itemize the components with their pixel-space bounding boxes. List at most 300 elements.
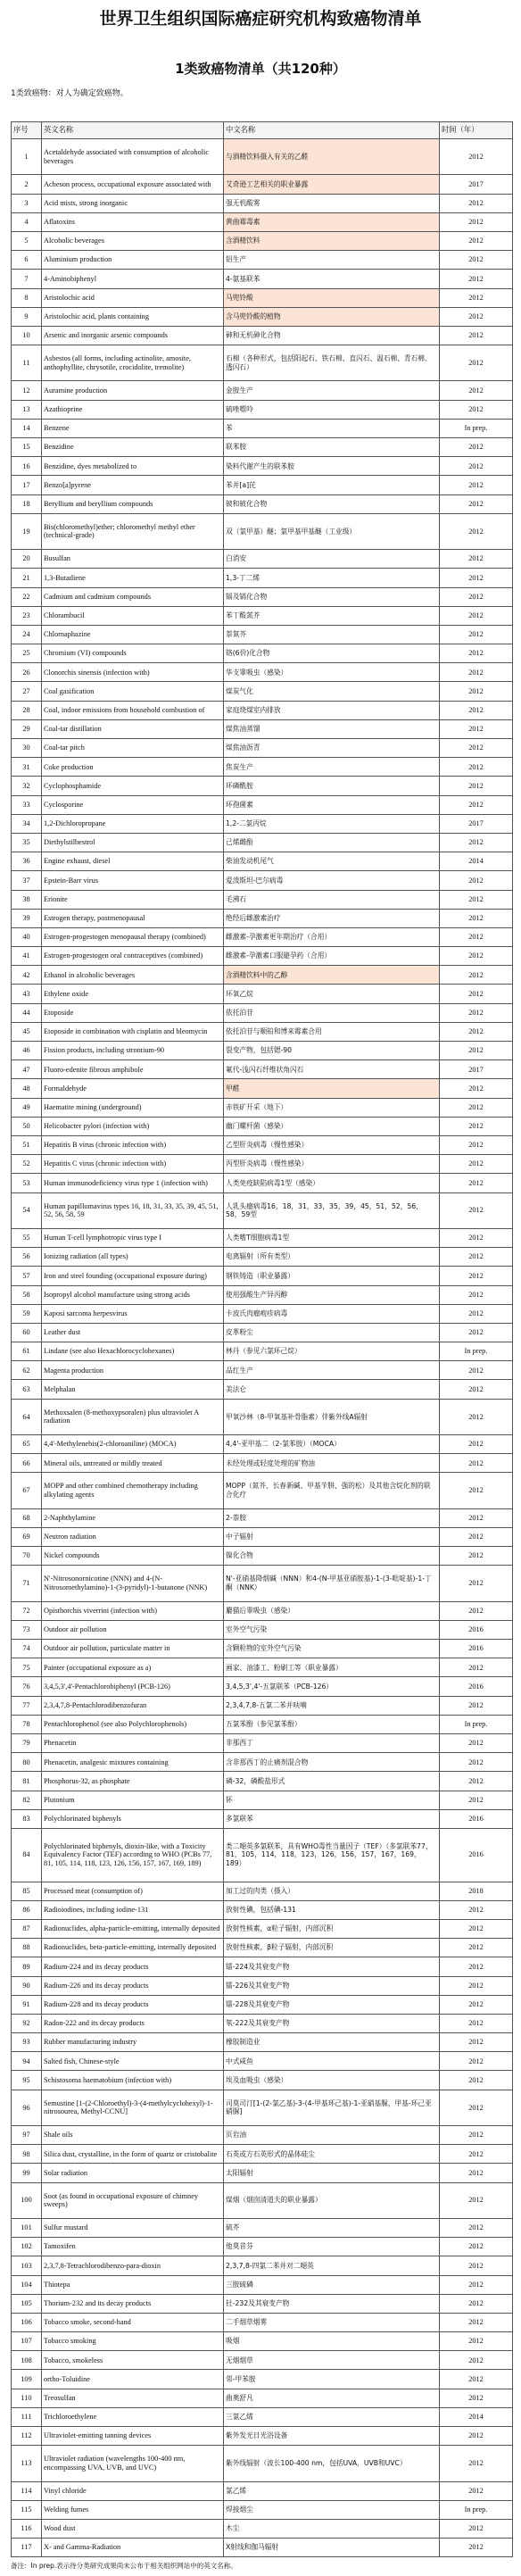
row-english-name: Diethylstilbestrol — [42, 833, 224, 852]
row-year: 2012 — [440, 2351, 513, 2370]
table-row — [12, 569, 513, 587]
row-english-name: Opisthorchis viverrini (infection with) — [42, 1601, 224, 1620]
row-year: In prep. — [440, 1342, 513, 1361]
row-year: 2012 — [440, 1566, 513, 1601]
row-english-name: Acheson process, occupational exposure associated with — [42, 175, 224, 194]
row-number: 9 — [12, 307, 42, 326]
row-number: 2 — [12, 175, 42, 194]
row-number: 23 — [12, 606, 42, 625]
row-english-name: Salted fish, Chinese-style — [42, 2052, 224, 2071]
row-english-name: Human immunodeficiency virus type 1 (infection with) — [42, 1174, 224, 1192]
row-year: 2012 — [440, 569, 513, 587]
row-english-name: Human T-cell lymphotropic virus type I — [42, 1228, 224, 1247]
row-english-name: Coal-tar pitch — [42, 739, 224, 758]
row-chinese-name: 4-氨基联苯 — [224, 270, 440, 288]
row-english-name: Semustine [1-(2-Chloroethyl)-3-(4-methylcyclohexyl)-1-nitrosourea, Methyl-CCNU] — [42, 2090, 224, 2125]
row-year: 2012 — [440, 194, 513, 212]
row-number: 42 — [12, 966, 42, 985]
table-row — [12, 814, 513, 833]
row-chinese-name: 绝经后雌激素治疗 — [224, 909, 440, 927]
row-english-name: Auramine production — [42, 381, 224, 400]
row-chinese-name: 多氯联苯 — [224, 1809, 440, 1828]
table-row — [12, 1267, 513, 1285]
row-english-name: Nickel compounds — [42, 1547, 224, 1566]
row-english-name: Tamoxifen — [42, 2238, 224, 2256]
row-chinese-name: 依托泊苷与顺铂和博来霉素合用 — [224, 1022, 440, 1041]
row-number: 16 — [12, 457, 42, 476]
row-number: 55 — [12, 1228, 42, 1247]
row-number: 28 — [12, 701, 42, 719]
row-chinese-name: 环氧乙烷 — [224, 985, 440, 1003]
row-number: 108 — [12, 2351, 42, 2370]
row-chinese-name: 乙型肝炎病毒（慢性感染） — [224, 1135, 440, 1154]
row-year: 2012 — [440, 438, 513, 457]
row-chinese-name: 1,2-二氯丙烷 — [224, 814, 440, 833]
row-year: 2012 — [440, 1304, 513, 1323]
row-chinese-name: MOPP（氮芥、长春新碱、甲基苄肼、强的松）及其他含烷化剂的联合化疗 — [224, 1473, 440, 1508]
row-number: 17 — [12, 476, 42, 494]
row-number: 87 — [12, 1919, 42, 1938]
row-chinese-name: 依托泊苷 — [224, 1003, 440, 1022]
row-chinese-name: 无烟烟草 — [224, 2351, 440, 2370]
table-row — [12, 2182, 513, 2218]
row-english-name: Thorium-232 and its decay products — [42, 2294, 224, 2313]
table-row — [12, 1135, 513, 1154]
row-number: 63 — [12, 1380, 42, 1399]
row-year: 2012 — [440, 1174, 513, 1192]
row-year: 2012 — [440, 270, 513, 288]
row-number: 117 — [12, 2539, 42, 2557]
row-english-name: 1,2-Dichloropropane — [42, 814, 224, 833]
row-english-name: Hepatitis B virus (chronic infection with) — [42, 1135, 224, 1154]
row-year: 2012 — [440, 1155, 513, 1174]
table-row — [12, 194, 513, 212]
row-number: 11 — [12, 345, 42, 381]
row-chinese-name: 苯并[a]芘 — [224, 476, 440, 494]
table-row — [12, 2090, 513, 2125]
row-english-name: Cyclosporine — [42, 795, 224, 814]
table-row — [12, 2126, 513, 2145]
table-row — [12, 1380, 513, 1399]
row-chinese-name: 司莫司汀[1-(2-氯乙基)-3-(4-甲基环己基)-1-亚硝基脲，甲基-环己亚硝脲] — [224, 2090, 440, 2125]
row-year: 2012 — [440, 927, 513, 946]
row-chinese-name: 钍-232及其衰变产物 — [224, 2294, 440, 2313]
table-row — [12, 1342, 513, 1361]
row-english-name: Erionite — [42, 890, 224, 909]
row-number: 68 — [12, 1508, 42, 1527]
row-english-name: Human papillomavirus types 16, 18, 31, 33, 35, 39, 45, 51, 52, 56, 58, 59 — [42, 1192, 224, 1228]
table-header-row — [12, 122, 513, 139]
row-english-name: Cadmium and cadmium compounds — [42, 587, 224, 606]
row-chinese-name: 雌激素-孕激素口服避孕药（合用） — [224, 947, 440, 966]
row-english-name: Ultraviolet radiation (wavelengths 100-400 nm, encompassing UVA, UVB, and UVC) — [42, 2446, 224, 2481]
table-row — [12, 326, 513, 345]
table-row — [12, 587, 513, 606]
row-year: 2012 — [440, 2256, 513, 2275]
row-english-name: Etoposide — [42, 1003, 224, 1022]
row-year: 2012 — [440, 212, 513, 231]
row-number: 96 — [12, 2090, 42, 2125]
row-year: 2012 — [440, 1753, 513, 1772]
table-row — [12, 890, 513, 909]
row-chinese-name: 邻-甲苯胺 — [224, 2370, 440, 2389]
row-english-name: Treosulfan — [42, 2389, 224, 2407]
row-year: 2012 — [440, 457, 513, 476]
row-number: 94 — [12, 2052, 42, 2071]
row-english-name: Tobacco, smokeless — [42, 2351, 224, 2370]
table-row — [12, 1079, 513, 1098]
row-year: 2012 — [440, 2218, 513, 2237]
row-chinese-name: 含酒精饮料 — [224, 231, 440, 250]
row-chinese-name: 1,3-丁二烯 — [224, 569, 440, 587]
row-year: 2012 — [440, 966, 513, 985]
row-english-name: Estrogen-progestogen oral contraceptives (combined) — [42, 947, 224, 966]
table-row — [12, 1900, 513, 1919]
table-row — [12, 2370, 513, 2389]
row-number: 12 — [12, 381, 42, 400]
row-number: 35 — [12, 833, 42, 852]
row-year: 2012 — [440, 2145, 513, 2164]
row-english-name: 4,4'-Methylenebis(2-chloroaniline) (MOCA) — [42, 1435, 224, 1454]
row-chinese-name: 含颗粒物的室外空气污染 — [224, 1640, 440, 1658]
row-number: 26 — [12, 663, 42, 682]
row-chinese-name: 铝生产 — [224, 251, 440, 270]
row-number: 59 — [12, 1304, 42, 1323]
table-row — [12, 550, 513, 569]
row-chinese-name: 页岩油 — [224, 2126, 440, 2145]
row-year: 2012 — [440, 2481, 513, 2500]
table-row — [12, 2164, 513, 2182]
row-english-name: Ultraviolet-emitting tanning devices — [42, 2427, 224, 2446]
row-number: 76 — [12, 1677, 42, 1696]
row-english-name: Rubber manufacturing industry — [42, 2033, 224, 2052]
row-year: 2012 — [440, 1658, 513, 1677]
row-number: 84 — [12, 1828, 42, 1882]
row-chinese-name: 美法仑 — [224, 1380, 440, 1399]
row-english-name: Benzidine — [42, 438, 224, 457]
row-chinese-name: 太阳辐射 — [224, 2164, 440, 2182]
table-row — [12, 2427, 513, 2446]
row-year: 2012 — [440, 1508, 513, 1527]
row-number: 36 — [12, 852, 42, 871]
row-number: 69 — [12, 1527, 42, 1546]
table-row — [12, 1882, 513, 1900]
row-english-name: Soot (as found in occupational exposure of chimney sweeps) — [42, 2182, 224, 2218]
row-year: 2012 — [440, 2539, 513, 2557]
row-english-name: Ethanol in alcoholic beverages — [42, 966, 224, 985]
row-chinese-name: 煤焦油沥青 — [224, 739, 440, 758]
row-year: 2016 — [440, 1620, 513, 1639]
row-year: In prep. — [440, 2500, 513, 2519]
row-number: 90 — [12, 1976, 42, 1995]
row-chinese-name: 放射性核素，α粒子辐射，内部沉积 — [224, 1919, 440, 1938]
row-year: 2012 — [440, 2520, 513, 2539]
table-row — [12, 1791, 513, 1809]
row-year: 2012 — [440, 1900, 513, 1919]
row-english-name: Outdoor air pollution, particulate matter in — [42, 1640, 224, 1658]
row-number: 49 — [12, 1098, 42, 1117]
row-number: 92 — [12, 2014, 42, 2032]
row-number: 80 — [12, 1753, 42, 1772]
table-row — [12, 1566, 513, 1601]
table-row — [12, 1601, 513, 1620]
table-row — [12, 1435, 513, 1454]
row-year: 2012 — [440, 739, 513, 758]
row-year: 2012 — [440, 2164, 513, 2182]
table-row — [12, 1042, 513, 1060]
row-chinese-name: 三氯乙烯 — [224, 2407, 440, 2426]
table-row — [12, 833, 513, 852]
table-body — [12, 139, 513, 2557]
row-chinese-name: 染料代谢产生的联苯胺 — [224, 457, 440, 476]
row-year: 2012 — [440, 2389, 513, 2407]
row-english-name: Chromium (VI) compounds — [42, 644, 224, 663]
row-english-name: Fluoro-edenite fibrous amphibole — [42, 1060, 224, 1079]
row-year: 2012 — [440, 1079, 513, 1098]
table-row — [12, 871, 513, 890]
table-row — [12, 1323, 513, 1342]
row-year: 2012 — [440, 2071, 513, 2090]
row-chinese-name: 与酒精饮料摄入有关的乙醛 — [224, 139, 440, 175]
table-row — [12, 985, 513, 1003]
row-year: 2012 — [440, 231, 513, 250]
table-row — [12, 1772, 513, 1791]
row-number: 91 — [12, 1995, 42, 2014]
row-chinese-name: 马兜铃酸 — [224, 288, 440, 307]
row-number: 98 — [12, 2145, 42, 2164]
row-number: 104 — [12, 2275, 42, 2294]
row-english-name: Aristolochic acid, plants containing — [42, 307, 224, 326]
row-number: 15 — [12, 438, 42, 457]
table-row — [12, 307, 513, 326]
table-row — [12, 2389, 513, 2407]
header-no: 序号 — [12, 122, 42, 139]
row-english-name: Polychlorinated biphenyls, dioxin-like, with a Toxicity Equivalency Factor (TEF) according to WHO (PCBs 77, 81, 105, 114, 118, 123, 126, 156, 157, 167, 169, 189) — [42, 1828, 224, 1882]
row-chinese-name: 紫外发光日光浴设备 — [224, 2427, 440, 2446]
list-subtitle: 1类致癌物清单（共120种） — [175, 61, 346, 77]
row-number: 93 — [12, 2033, 42, 2052]
row-chinese-name: 爱泼斯坦-巴尔病毒 — [224, 871, 440, 890]
row-english-name: Asbestos (all forms, including actinolite, amosite, anthophyllite, chrysotile, crocidolite, tremolite) — [42, 345, 224, 381]
row-english-name: Ionizing radiation (all types) — [42, 1248, 224, 1267]
table-row — [12, 2256, 513, 2275]
row-chinese-name: 使用强酸生产异丙醇 — [224, 1285, 440, 1304]
table-row — [12, 1174, 513, 1192]
row-chinese-name: 镍化合物 — [224, 1547, 440, 1566]
table-row — [12, 1715, 513, 1733]
row-chinese-name: 苯丁酸氮芥 — [224, 606, 440, 625]
row-number: 27 — [12, 682, 42, 701]
table-row — [12, 212, 513, 231]
row-number: 10 — [12, 326, 42, 345]
row-english-name: 2,3,7,8-Tetrachlorodibenzo-para-dioxin — [42, 2256, 224, 2275]
row-english-name: Wood dust — [42, 2520, 224, 2539]
row-chinese-name: 紫外线辐射（波长100-400 nm，包括UVA，UVB和UVC） — [224, 2446, 440, 2481]
row-number: 45 — [12, 1022, 42, 1041]
row-chinese-name: 砷和无机砷化合物 — [224, 326, 440, 345]
table-row — [12, 1976, 513, 1995]
row-english-name: Mineral oils, untreated or mildly treated — [42, 1454, 224, 1473]
row-english-name: Trichloroethylene — [42, 2407, 224, 2426]
row-number: 46 — [12, 1042, 42, 1060]
row-year: 2012 — [440, 1734, 513, 1753]
row-number: 14 — [12, 419, 42, 437]
row-chinese-name: 林丹（参见六氯环己烷） — [224, 1342, 440, 1361]
row-number: 73 — [12, 1620, 42, 1639]
row-chinese-name: 含酒精饮料中的乙醇 — [224, 966, 440, 985]
row-chinese-name: 镭-228及其衰变产物 — [224, 1995, 440, 2014]
row-chinese-name: 镉及镉化合物 — [224, 587, 440, 606]
table-row — [12, 1957, 513, 1976]
row-chinese-name: 环磷酰胺 — [224, 777, 440, 795]
carcinogen-table — [11, 121, 513, 2557]
row-english-name: Fission products, including strontium-90 — [42, 1042, 224, 1060]
row-chinese-name: 含马兜铃酸的植物 — [224, 307, 440, 326]
row-english-name: Clonorchis sinensis (infection with) — [42, 663, 224, 682]
row-chinese-name: 人类嗜T细胞病毒1型 — [224, 1228, 440, 1247]
table-row — [12, 2446, 513, 2481]
row-chinese-name: 钢铁铸造（职业暴露） — [224, 1267, 440, 1285]
row-chinese-name: 2-萘胺 — [224, 1508, 440, 1527]
row-number: 58 — [12, 1285, 42, 1304]
row-chinese-name: N'-亚硝基降烟碱（NNN）和4-(N-甲基亚硝胺基)-1-(3-吡啶基)-1-丁酮（NNK） — [224, 1566, 440, 1601]
row-number: 86 — [12, 1900, 42, 1919]
row-year: 2012 — [440, 2370, 513, 2389]
row-number: 21 — [12, 569, 42, 587]
row-number: 66 — [12, 1454, 42, 1473]
table-row — [12, 1508, 513, 1527]
row-number: 71 — [12, 1566, 42, 1601]
row-number: 101 — [12, 2218, 42, 2237]
row-english-name: Estrogen-progestogen menopausal therapy (combined) — [42, 927, 224, 946]
table-row — [12, 139, 513, 175]
table-row — [12, 1192, 513, 1228]
row-chinese-name: 4,4'-亚甲基二（2-氯苯胺）（MOCA） — [224, 1435, 440, 1454]
row-number: 110 — [12, 2389, 42, 2407]
row-year: 2012 — [440, 1547, 513, 1566]
table-row — [12, 251, 513, 270]
row-year: 2012 — [440, 758, 513, 777]
row-year: 2012 — [440, 1995, 513, 2014]
row-english-name: Solar radiation — [42, 2164, 224, 2182]
row-chinese-name: 埃及血吸虫（感染） — [224, 2071, 440, 2090]
row-english-name: Ethylene oxide — [42, 985, 224, 1003]
table-row — [12, 1003, 513, 1022]
row-number: 78 — [12, 1715, 42, 1733]
table-row — [12, 663, 513, 682]
table-row — [12, 1361, 513, 1380]
row-chinese-name: 雌激素-孕激素更年期治疗（合用） — [224, 927, 440, 946]
row-chinese-name: 硫芥 — [224, 2218, 440, 2237]
row-english-name: Benzidine, dyes metabolized to — [42, 457, 224, 476]
row-number: 4 — [12, 212, 42, 231]
table-row — [12, 2407, 513, 2426]
row-chinese-name: 人乳头瘤病毒16，18，31，33，35，39，45，51，52，56，58，59型 — [224, 1192, 440, 1228]
row-english-name: Radon-222 and its decay products — [42, 2014, 224, 2032]
row-number: 47 — [12, 1060, 42, 1079]
row-english-name: Magenta production — [42, 1361, 224, 1380]
row-year: 2012 — [440, 326, 513, 345]
row-english-name: Pentachlorophenol (see also Polychlorophenols) — [42, 1715, 224, 1733]
row-english-name: 2-Naphthylamine — [42, 1508, 224, 1527]
row-number: 60 — [12, 1323, 42, 1342]
row-number: 103 — [12, 2256, 42, 2275]
row-year: 2012 — [440, 139, 513, 175]
row-year: 2012 — [440, 2126, 513, 2145]
row-chinese-name: 含非那西丁的止痛剂混合物 — [224, 1753, 440, 1772]
row-year: 2012 — [440, 1022, 513, 1041]
row-number: 75 — [12, 1658, 42, 1677]
row-year: 2012 — [440, 1323, 513, 1342]
row-year: 2012 — [440, 663, 513, 682]
row-chinese-name: 强无机酸雾 — [224, 194, 440, 212]
row-chinese-name: 中式咸鱼 — [224, 2052, 440, 2071]
row-english-name: Helicobacter pylori (infection with) — [42, 1117, 224, 1135]
row-year: 2012 — [440, 1399, 513, 1434]
row-year: 2012 — [440, 1248, 513, 1267]
row-number: 22 — [12, 587, 42, 606]
row-english-name: Busulfan — [42, 550, 224, 569]
row-chinese-name: 2,3,4,7,8-五氯二苯并呋喃 — [224, 1696, 440, 1715]
row-chinese-name: 丙型肝炎病毒（慢性感染） — [224, 1155, 440, 1174]
row-year: 2012 — [440, 833, 513, 852]
row-number: 20 — [12, 550, 42, 569]
row-year: 2012 — [440, 2238, 513, 2256]
row-english-name: Sulfur mustard — [42, 2218, 224, 2237]
row-chinese-name: 放射性碘，包括碘-131 — [224, 1900, 440, 1919]
row-chinese-name: 苯 — [224, 419, 440, 437]
row-english-name: Lindane (see also Hexachlorocyclohexanes) — [42, 1342, 224, 1361]
row-year: 2012 — [440, 682, 513, 701]
row-chinese-name: 中子辐射 — [224, 1527, 440, 1546]
row-number: 83 — [12, 1809, 42, 1828]
row-number: 79 — [12, 1734, 42, 1753]
row-english-name: N'-Nitrosonornicotine (NNN) and 4-(N-Nitrosomethylamino)-1-(3-pyridyl)-1-butanone (NNK) — [42, 1566, 224, 1601]
row-english-name: Aristolochic acid — [42, 288, 224, 307]
row-year: 2012 — [440, 400, 513, 419]
row-english-name: Neutron radiation — [42, 1527, 224, 1546]
row-number: 64 — [12, 1399, 42, 1434]
row-chinese-name: 钚 — [224, 1791, 440, 1809]
table-row — [12, 701, 513, 719]
row-chinese-name: 五氯苯酚（参见氯苯酚） — [224, 1715, 440, 1733]
row-chinese-name: 类二噁英多氯联苯，具有WHO毒性当量因子（TEF）（多氯联苯77，81，105，114，118，123，126，156，157，167，169，189） — [224, 1828, 440, 1882]
row-number: 37 — [12, 871, 42, 890]
row-year: 2012 — [440, 909, 513, 927]
row-number: 65 — [12, 1435, 42, 1454]
row-english-name: Haematite mining (underground) — [42, 1098, 224, 1117]
row-year: In prep. — [440, 419, 513, 437]
row-number: 30 — [12, 739, 42, 758]
row-number: 48 — [12, 1079, 42, 1098]
row-number: 32 — [12, 777, 42, 795]
row-english-name: Tobacco smoke, second-hand — [42, 2313, 224, 2331]
table-row — [12, 606, 513, 625]
row-number: 19 — [12, 513, 42, 549]
table-row — [12, 1658, 513, 1677]
row-english-name: Thiotepa — [42, 2275, 224, 2294]
row-number: 61 — [12, 1342, 42, 1361]
row-chinese-name: 画家、油漆工、粉刷工等（职业暴露） — [224, 1658, 440, 1677]
row-chinese-name: 甲氧沙林（8-甲氧基补骨脂素）伴紫外线A辐射 — [224, 1399, 440, 1434]
row-chinese-name: 裂变产物，包括锶-90 — [224, 1042, 440, 1060]
row-english-name: Kaposi sarcoma herpesvirus — [42, 1304, 224, 1323]
row-english-name: Silica dust, crystalline, in the form of quartz or cristobalite — [42, 2145, 224, 2164]
row-year: 2012 — [440, 1473, 513, 1508]
row-year: 2012 — [440, 251, 513, 270]
row-chinese-name: 三胺硫磷 — [224, 2275, 440, 2294]
row-number: 99 — [12, 2164, 42, 2182]
